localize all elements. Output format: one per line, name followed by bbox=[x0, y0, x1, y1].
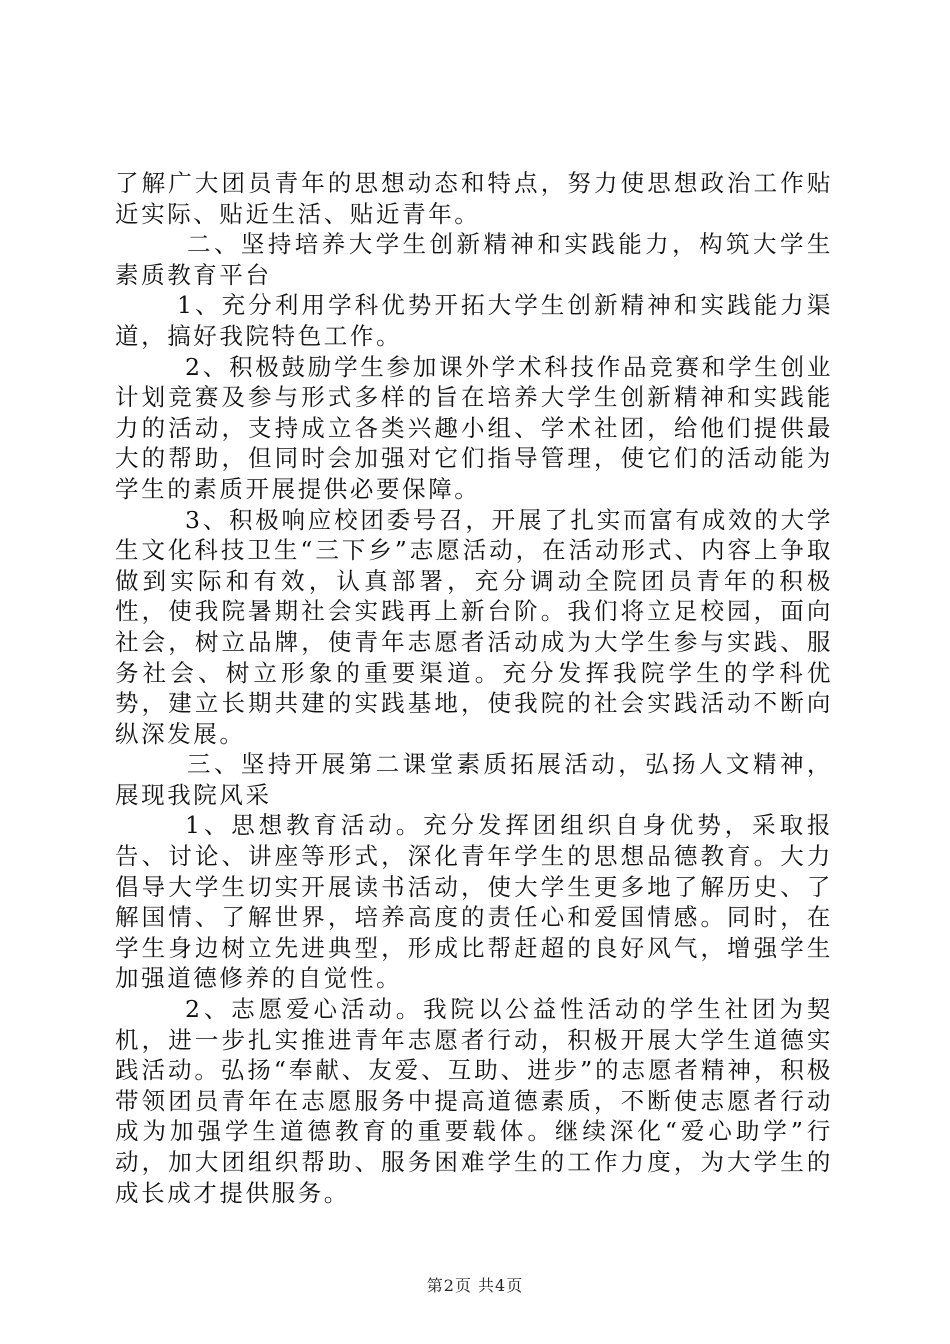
paragraph-item-3-2: 2、志愿爱心活动。我院以公益性活动的学生社团为契机，进一步扎实推进青年志愿者行动，积极开展大学生道德实践活动。弘扬“奉献、友爱、互助、进步”的志愿者精神，积极带领团员青年在志愿服务中提高道德素质，不断使志愿者行动成为加强学生道德教育的重要载体。继续深化“爱心助学”行动，加大团组织帮助、服务困难学生的工作力度，为大学生的成长成才提供服务。 bbox=[115, 995, 833, 1207]
paragraph-item-2-2: 2、积极鼓励学生参加课外学术科技作品竞赛和学生创业计划竞赛及参与形式多样的旨在培养大学生创新精神和实践能力的活动，支持成立各类兴趣小组、学术社团，给他们提供最大的帮助，但同时会加强对它们指导管理，使它们的活动能为学生的素质开展提供必要保障。 bbox=[115, 352, 833, 503]
section-heading-2: 二、坚持培养大学生创新精神和实践能力，构筑大学生素质教育平台 bbox=[115, 230, 833, 289]
section-heading-3: 三、坚持开展第二课堂素质拓展活动，弘扬人文精神，展现我院风采 bbox=[115, 750, 833, 809]
paragraph-item-2-3: 3、积极响应校团委号召，开展了扎实而富有成效的大学生文化科技卫生“三下乡”志愿活动，在活动形式、内容上争取做到实际和有效，认真部署，充分调动全院团员青年的积极性，使我院暑期社会实践再上新台阶。我们将立足校园，面向社会，树立品牌，使青年志愿者活动成为大学生参与实践、服务社会、树立形象的重要渠道。充分发挥我院学生的学科优势，建立长期共建的实践基地，使我院的社会实践活动不断向纵深发展。 bbox=[115, 505, 833, 748]
paragraph-continuation: 了解广大团员青年的思想动态和特点，努力使思想政治工作贴近实际、贴近生活、贴近青年。 bbox=[115, 169, 833, 228]
paragraph-item-2-1: 1、充分利用学科优势开拓大学生创新精神和实践能力渠道，搞好我院特色工作。 bbox=[115, 291, 833, 350]
document-body bbox=[115, 168, 833, 1208]
page-number-footer: 第2页 共4页 bbox=[426, 1276, 524, 1295]
paragraph-item-3-1: 1、思想教育活动。充分发挥团组织自身优势，采取报告、讨论、讲座等形式，深化青年学生的思想品德教育。大力倡导大学生切实开展读书活动，使大学生更多地了解历史、了解国情、了解世界，培养高度的责任心和爱国情感。同时，在学生身边树立先进典型，形成比帮赶超的良好风气，增强学生加强道德修养的自觉性。 bbox=[115, 811, 833, 993]
